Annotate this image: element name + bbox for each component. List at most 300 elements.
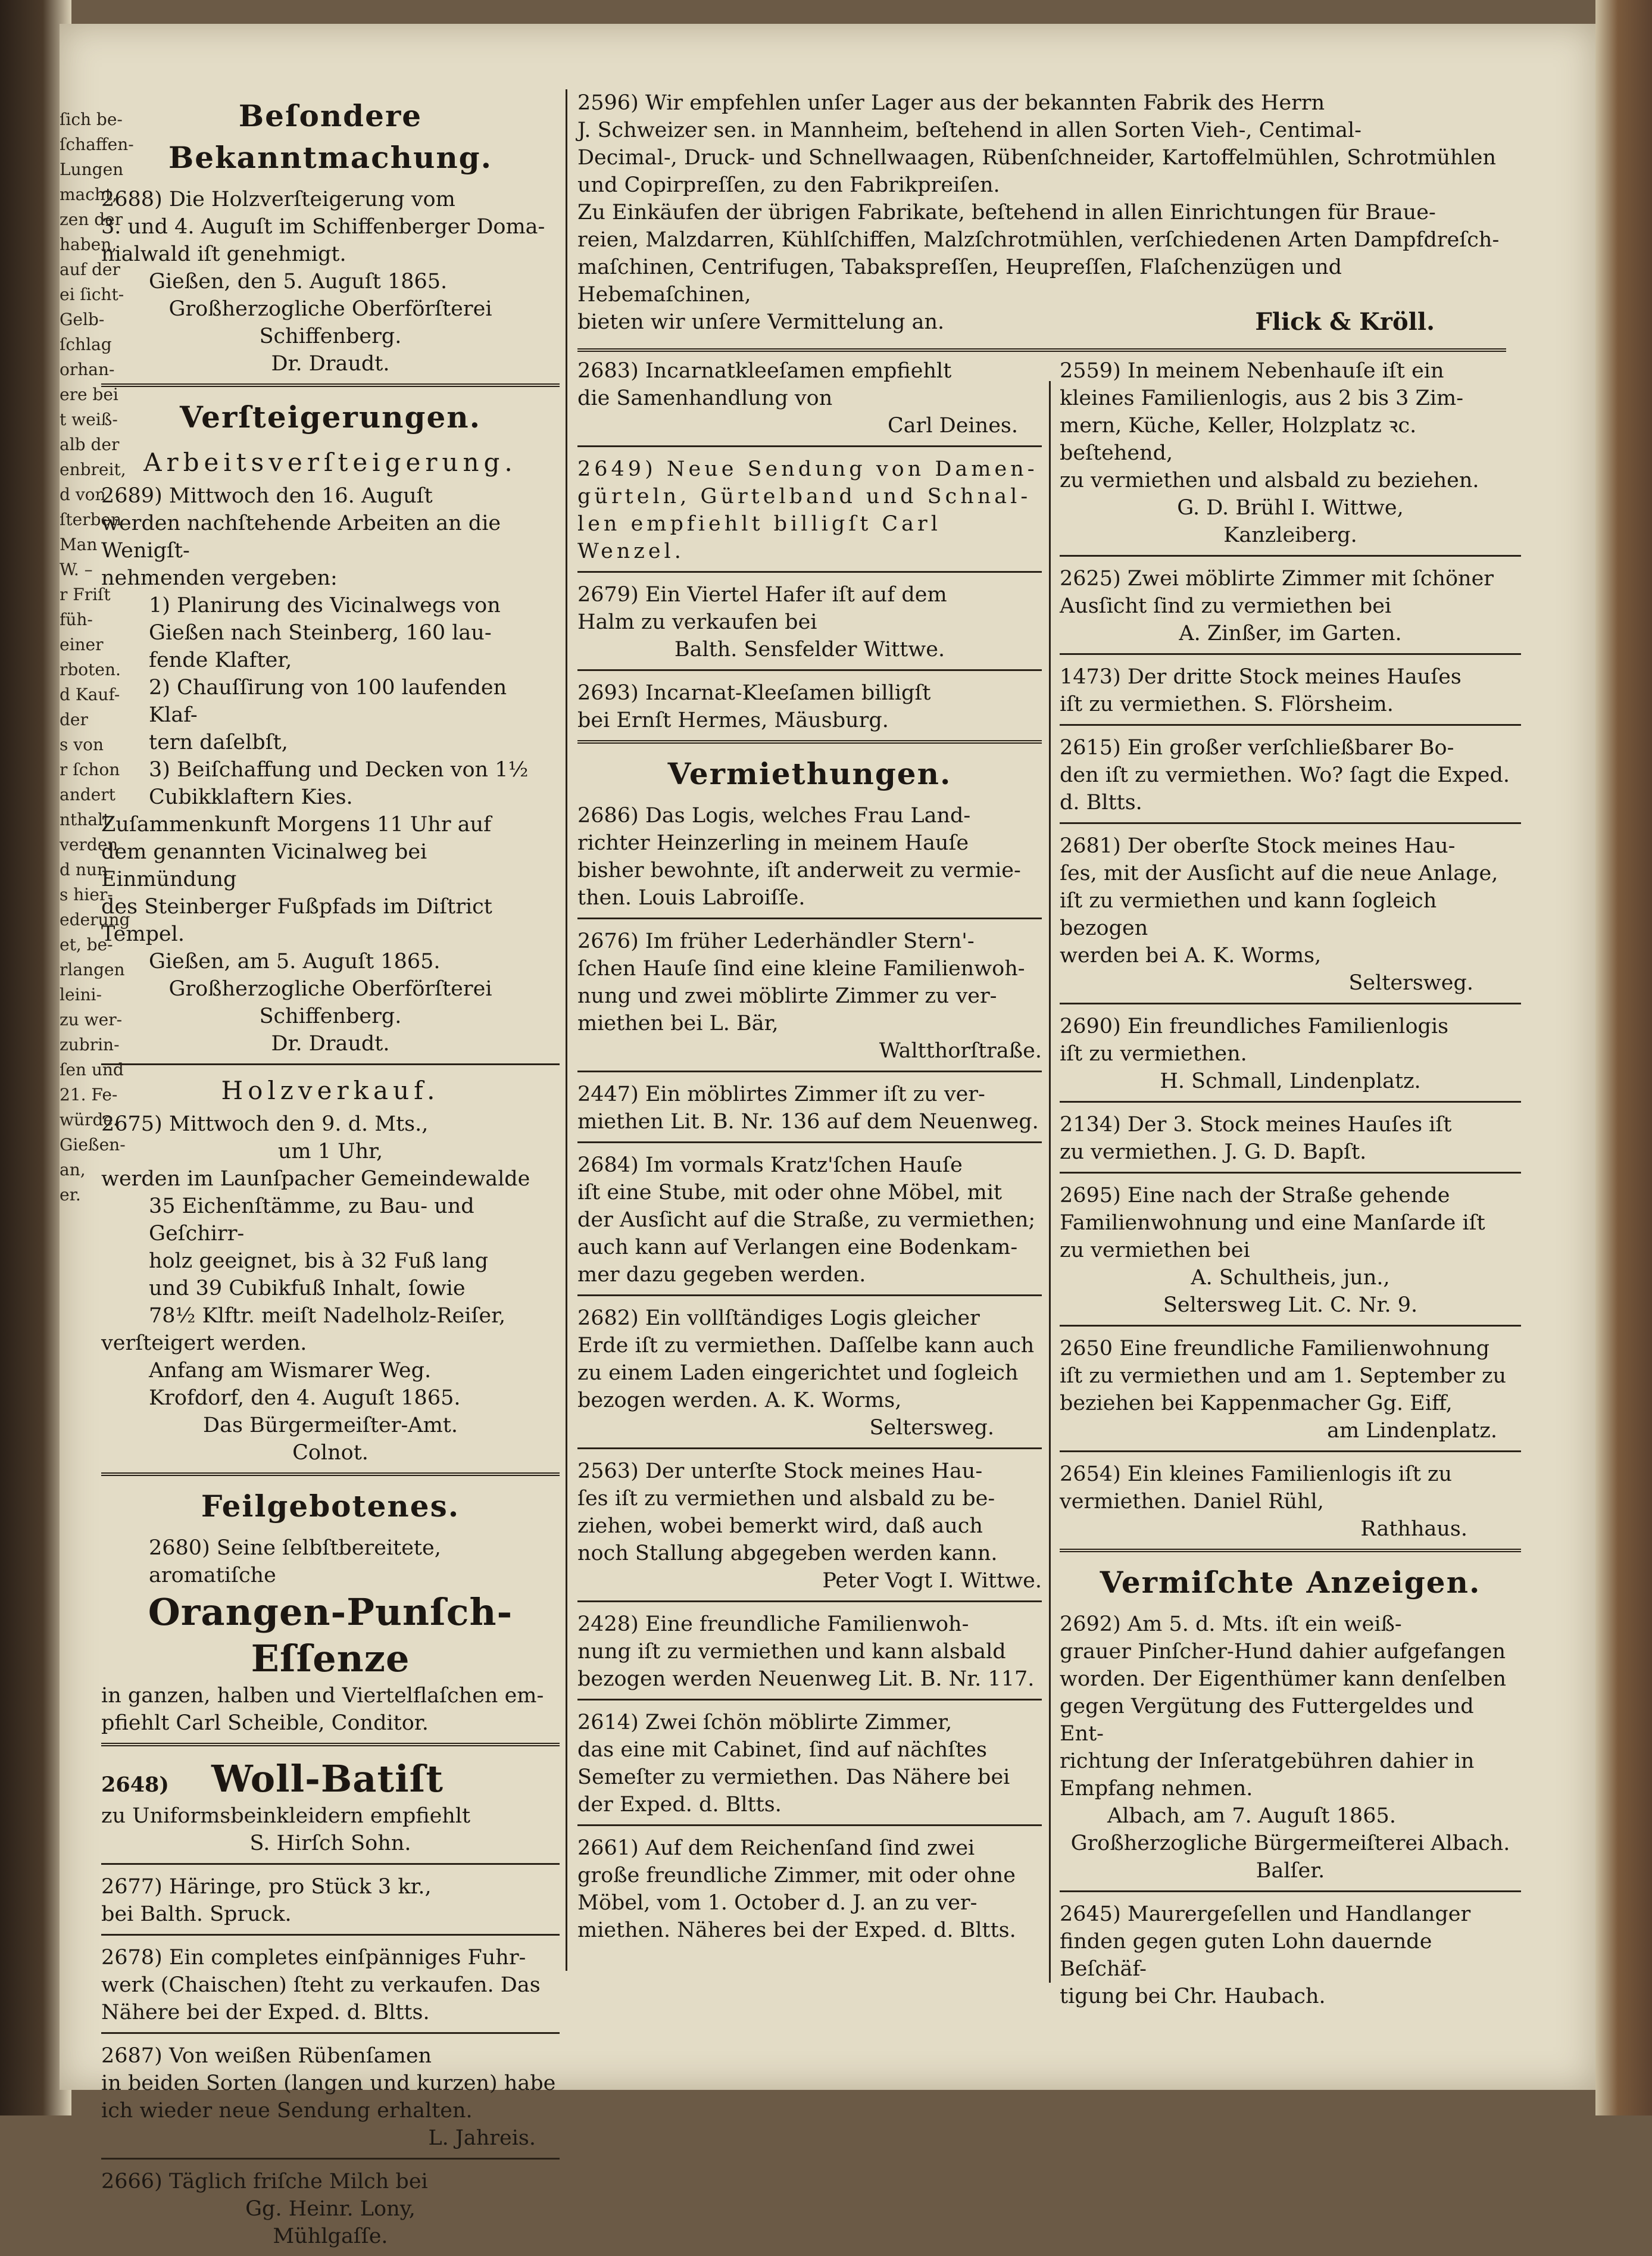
book-binding-right [1595,0,1652,2115]
ad-line: das eine mit Cabinet, ſind auf nächſtes [577,1738,987,1762]
ad-line: ſchen Hauſe ſind eine kleine Familienwoh- [577,957,1025,981]
ad-line: reien, Malzdarren, Kühlſchiffen, Malzſchrotmühlen, verſchiedenen Arten Dampfdreſch- [577,228,1500,252]
divider [1060,1890,1521,1892]
column-3 [1060,357,1521,2016]
ad-line: 2675) Mittwoch den 9. d. Mts., [101,1112,429,1136]
heading-arbeitsversteigerung: Arbeitsverſteigerung. [143,448,517,477]
ad-line: miethen Lit. B. Nr. 136 auf dem Neuenweg. [577,1110,1039,1134]
ad-text [101,756,560,811]
divider [1060,724,1521,726]
ad-text [101,186,560,268]
heading-besondere-bekanntmachung: Beſondere Bekanntmachung. [168,98,493,175]
ad-line: Zu Einkäufen der übrigen Fabrikate, beſtehend in allen Einrichtungen für Braue- [577,201,1436,224]
ad-signature: Mühlgaſſe. [273,2224,388,2248]
edge-fragment: d Kauf- [60,685,120,704]
ad-line: fende Klafter, [149,648,292,672]
ad-text [1060,1182,1521,1264]
divider [1060,555,1521,557]
divider [577,445,1042,447]
ad-text [1060,1013,1521,1068]
ad-2614 [577,1709,1042,1818]
ad-line: nung iſt zu vermiethen und kann alsbald [577,1640,1006,1664]
edge-fragment: t weiß- [60,410,118,429]
ad-line: 2645) Maurergeſellen und Handlanger [1060,1902,1471,1926]
edge-fragment: auf der [60,260,120,279]
ad-text [101,2042,560,2124]
divider [1060,822,1521,824]
edge-fragment: Gießen- [60,1135,126,1154]
ad-line: nialwald iſt genehmigt. [101,242,346,266]
ad-date: Gießen, den 5. Auguſt 1865. [149,270,448,294]
edge-fragment: Lungen [60,160,124,179]
ad-2559 [1060,357,1521,549]
divider [577,1294,1042,1296]
ad-line: bei Balth. Spruck. [101,1902,292,1926]
column-2 [577,357,1042,1950]
ad-line: iſt zu vermiethen und am 1. September zu [1060,1364,1507,1388]
ad-line: grauer Pinſcher-Hund dahier aufgefangen [1060,1640,1506,1664]
edge-fragment: ſchaffen- [60,135,134,154]
ad-line: Empfang nehmen. [1060,1777,1253,1801]
ad-line: 2661) Auf dem Reichenſand ſind zwei [577,1836,975,1860]
ad-line: 2654) Ein kleines Familienlogis iſt zu [1060,1462,1452,1486]
ad-2625 [1060,565,1521,647]
ad-signature: Seltersweg Lit. C. Nr. 9. [1163,1293,1418,1317]
edge-fragment: r ſchon [60,760,120,779]
ad-line: 78½ Klftr. meiſt Nadelholz-Reiſer, [149,1304,506,1328]
ad-text [577,455,1042,565]
ad-line: 2614) Zwei ſchön möblirte Zimmer, [577,1711,953,1734]
divider [1060,1325,1521,1327]
ad-line: Zuſammenkunft Morgens 11 Uhr auf [101,813,492,837]
edge-fragment: ſchlag [60,335,112,354]
ad-2688 [101,186,560,377]
ad-line: werden nachſtehende Arbeiten an die Wenigſt- [101,511,501,563]
ad-line: und Copirpreſſen, zu den Fabrikpreiſen. [577,173,1000,197]
column-1 [101,89,560,2256]
ad-1473 [1060,663,1521,718]
ad-text [101,1944,560,2026]
edge-fragment: haben, [60,235,117,254]
ad-line: der Exped. d. Bltts. [577,1793,782,1817]
ad-line: dem genannten Vicinalweg bei Einmündung [101,840,427,891]
edge-fragment: alb der [60,435,120,454]
ad-line: 1) Planirung des Vicinalwegs von [149,594,501,617]
ad-line: 2134) Der 3. Stock meines Hauſes iſt [1060,1113,1452,1137]
ad-2693 [577,679,1042,734]
ad-line: zu vermiethen bei [1060,1238,1250,1262]
ad-signature: Das Bürgermeiſter-Amt. [203,1413,458,1437]
ad-text [101,1193,560,1330]
ad-signature: Carl Deines. [887,414,1018,438]
ad-signature: Waltthorſtraße. [879,1039,1042,1063]
divider [101,1063,560,1065]
ad-line: 2649) Neue Sendung von Damen- [577,457,1038,481]
ad-text [577,679,1042,734]
divider [577,1447,1042,1449]
edge-fragment: ſich be- [60,110,123,129]
divider [577,1824,1042,1826]
divider [1060,1101,1521,1103]
ad-text [1060,1111,1521,1166]
ad-2563 [577,1458,1042,1595]
edge-fragment: r Friſt [60,585,111,604]
ad-line: iſt eine Stube, mit oder ohne Möbel, mit [577,1181,1003,1205]
ad-2690 [1060,1013,1521,1095]
ad-line: 2687) Von weißen Rübenſamen [101,2044,432,2068]
heading-versteigerungen: Verſteigerungen. [179,400,482,435]
ad-line: 2676) Im früher Lederhändler Stern'- [577,929,975,953]
ad-2681 [1060,832,1521,997]
ad-text [1060,565,1521,620]
edge-fragment: an, [60,1160,86,1180]
ad-2650 [1060,1335,1521,1444]
ad-line: 2677) Häringe, pro Stück 3 kr., [101,1875,432,1899]
ad-2680 [101,1534,560,1737]
ad-line: ziehen, wobei bemerkt wird, daß auch [577,1514,983,1538]
ad-signature: Balth. Sensfelder Wittwe. [674,638,945,661]
ad-line: bieten wir unſere Vermittelung an. [577,310,945,334]
ad-line: große freundliche Zimmer, mit oder ohne [577,1864,1016,1887]
ad-text [1060,1901,1521,2010]
ad-line: 2692) Am 5. d. Mts. iſt ein weiß- [1060,1612,1402,1636]
ad-line: tern daſelbſt, [149,731,288,754]
ad-line: 2428) Eine freundliche Familienwoh- [577,1612,969,1636]
ad-2689 [101,482,560,1057]
edge-fragment: verden [60,835,118,854]
edge-fragment: orhan- [60,360,115,379]
ad-2596 [577,89,1506,336]
ad-signature: Flick & Kröll. [1255,308,1435,336]
edge-fragment: d von [60,485,106,504]
ad-number: 2648) [101,1773,169,1797]
divider [1060,1450,1521,1452]
ad-line: 2596) Wir empfehlen unſer Lager aus der bekannten Fabrik des Herrn [577,91,1325,115]
ad-text [1060,1335,1521,1417]
ad-line: 2447) Ein möblirtes Zimmer iſt zu ver- [577,1082,985,1106]
ad-line: auch kann auf Verlangen eine Bodenkam- [577,1235,1018,1259]
ad-line: zu vermiethen. J. G. D. Bapſt. [1060,1140,1367,1164]
divider [577,571,1042,573]
ad-2649 [577,455,1042,565]
ad-line: holz geeignet, bis à 32 Fuß lang [149,1249,489,1273]
ad-line: 1473) Der dritte Stock meines Hauſes [1060,665,1461,689]
edge-fragment: 21. Fe- [60,1085,118,1104]
ad-line: Decimal-, Druck- und Schnellwaagen, Rübenſchneider, Kartoffelmühlen, Schrotmühlen [577,146,1497,170]
divider [101,2158,560,2160]
ad-line: Gießen nach Steinberg, 160 lau- [149,621,492,645]
ad-text [577,581,1042,636]
ad-line: mern, Küche, Keller, Holzplatz ꝛc. beſtehend, [1060,414,1417,465]
ad-signature: Peter Vogt I. Wittwe. [822,1569,1042,1593]
ad-line: 2559) In meinem Nebenhauſe iſt ein [1060,359,1444,383]
edge-fragment: W. – [60,560,93,579]
ad-2661 [577,1834,1042,1944]
ad-line: bezogen werden. A. K. Worms, [577,1388,902,1412]
edge-fragment: ſen und [60,1060,124,1079]
ad-line: 2615) Ein großer verſchließbarer Bo- [1060,736,1454,760]
ad-text [1060,1611,1521,1802]
edge-fragment: ei ſicht- [60,285,124,304]
divider [577,1141,1042,1143]
ad-2683 [577,357,1042,439]
ad-signature: am Lindenplatz. [1327,1419,1497,1443]
ad-line: Anfang am Wismarer Weg. [149,1359,432,1383]
edge-fragment: einer [60,635,104,654]
ad-text [101,482,560,592]
ad-line: und 39 Cubikfuß Inhalt, ſowie [149,1277,466,1300]
ad-line: 2682) Ein vollſtändiges Logis gleicher [577,1306,980,1330]
ad-text [1060,734,1521,816]
edge-fragment: Man [60,535,98,554]
ad-line: zu vermiethen und alsbald zu beziehen. [1060,469,1479,492]
column-rule-2 [1049,381,1051,1983]
ad-line: Familienwohnung und eine Manſarde iſt [1060,1211,1485,1235]
ad-line: 2681) Der oberſte Stock meines Hau- [1060,834,1456,858]
ad-signature: A. Schultheis, jun., [1191,1266,1390,1290]
edge-fragment: macht, [60,185,118,204]
edge-fragment: Gelb- [60,310,105,329]
edge-fragment: leini- [60,985,102,1004]
ad-line: 2678) Ein completes einſpänniges Fuhr- [101,1946,526,1970]
column-rule-1 [566,89,567,1971]
ad-line: 2650 Eine freundliche Familienwohnung [1060,1337,1489,1361]
edge-fragment: der [60,710,88,729]
ad-signature: Seltersweg. [869,1416,994,1440]
ad-line: nehmenden vergeben: [101,566,338,590]
ad-line: 2693) Incarnat-Kleeſamen billigſt [577,681,931,705]
ad-line: richter Heinzerling in meinem Hauſe [577,831,969,855]
edge-fragment: andert [60,785,115,804]
ad-2645 [1060,1901,1521,2010]
ad-text [1060,1461,1521,1515]
ad-text [577,89,1506,308]
ad-line: bisher bewohnte, iſt anderweit zu vermie- [577,859,1021,882]
edge-fragment: zu wer- [60,1010,123,1029]
edge-fragment: enbreit, [60,460,126,479]
divider [101,2032,560,2034]
ad-2678 [101,1944,560,2026]
ad-line: mer dazu gegeben werden. [577,1263,866,1287]
ad-line: miethen bei L. Bär, [577,1012,779,1035]
ad-line: 2684) Im vormals Kratz'ſchen Hauſe [577,1153,963,1177]
ad-signature: S. Hirſch Sohn. [249,1831,411,1855]
ad-signature: Kanzleiberg. [1223,523,1357,547]
ad-line: 2689) Mittwoch den 16. Auguſt [101,484,433,508]
divider [1060,1172,1521,1174]
ad-line: iſt zu vermiethen und kann ſogleich bezogen [1060,889,1437,940]
divider [1060,1549,1521,1552]
ad-line: pfiehlt Carl Scheible, Conditor. [101,1711,429,1735]
ad-line: 2666) Täglich friſche Milch bei [101,2170,428,2193]
ad-line: bezogen werden Neuenweg Lit. B. Nr. 117. [577,1667,1035,1691]
edge-fragment: füh- [60,610,93,629]
ad-2682 [577,1305,1042,1441]
ad-line: 3) Beiſchaffung und Decken von 1½ [149,758,529,782]
divider [1060,1003,1521,1004]
ad-text [577,1611,1042,1693]
ad-line: 2625) Zwei möblirte Zimmer mit ſchöner [1060,567,1494,591]
ad-signature: Dr. Draudt. [271,352,390,376]
heading-holzverkauf: Holzverkauf. [221,1076,440,1105]
edge-fragment: ederung [60,910,130,929]
ad-2428 [577,1611,1042,1693]
ad-signature: Seltersweg. [1348,971,1473,995]
ad-text [101,1873,560,1928]
divider [577,1071,1042,1072]
ad-line: zu Uniformsbeinkleidern empfiehlt [101,1804,471,1828]
ad-line: beziehen bei Kappenmacher Gg. Eiff, [1060,1391,1453,1415]
edge-fragment: würde. [60,1110,118,1129]
ad-line: richtung der Inſeratgebühren dahier in [1060,1749,1475,1773]
ad-line: Nähere bei der Exped. d. Bltts. [101,2001,430,2024]
ad-line: ich wieder neue Sendung erhalten. [101,2099,473,2123]
divider [577,669,1042,671]
edge-fragment: nthalt [60,810,110,829]
ad-line: nung und zwei möblirte Zimmer zu ver- [577,984,997,1008]
ad-line: d. Bltts. [1060,791,1142,815]
edge-fragment: er. [60,1185,81,1205]
ad-2687 [101,2042,560,2152]
ad-line: noch Stallung abgegeben werden kann. [577,1542,998,1565]
ad-text [577,1081,1042,1135]
ad-2447 [577,1081,1042,1135]
edge-fragment: s hier- [60,885,113,904]
ad-line: finden gegen guten Lohn dauernde Beſchäf- [1060,1930,1432,1981]
ad-line: 35 Eichenſtämme, zu Bau- und Geſchirr- [149,1194,474,1246]
heading-feilgebotenes: Feilgebotenes. [201,1489,460,1524]
ad-2686 [577,802,1042,912]
ad-line: 2683) Incarnatkleeſamen empfiehlt [577,359,952,383]
ad-line: ſes, mit der Ausſicht auf die neue Anlage, [1060,862,1498,885]
divider [101,383,560,387]
ad-text [577,1458,1042,1567]
edge-fragment: d nun [60,860,108,879]
ad-line: 3. und 4. Auguſt im Schiffenberger Doma- [101,215,545,239]
ad-line: maſchinen, Centrifugen, Tabakspreſſen, Heupreſſen, Flaſchenzügen und Hebemaſchinen, [577,255,1342,307]
ad-line: len empfiehlt billigſt Carl Wenzel. [577,512,941,563]
ad-line: 2686) Das Logis, welches Frau Land- [577,804,971,828]
ad-signature: Rathhaus. [1360,1517,1467,1541]
ad-2654 [1060,1461,1521,1543]
ad-text [101,1682,560,1737]
ad-line: then. Louis Labroiſſe. [577,886,805,910]
ad-line: tigung bei Chr. Haubach. [1060,1984,1326,2008]
divider [101,1472,560,1476]
heading-vermiethungen: Vermiethungen. [667,756,952,791]
ad-line: Erde iſt zu vermiethen. Daſſelbe kann auch [577,1334,1035,1358]
divider [577,740,1042,744]
ad-line: um 1 Uhr, [277,1140,383,1163]
ad-2695 [1060,1182,1521,1319]
ad-line: iſt zu vermiethen. [1060,1042,1247,1066]
ad-signature: G. D. Brühl I. Wittwe, [1177,496,1404,520]
ad-text [577,1709,1042,1818]
ad-headline: Orangen-Punſch-Eſſenze [148,1590,513,1680]
ad-text [577,928,1042,1037]
edge-fragment: et, be- [60,935,113,954]
ad-2677 [101,1873,560,1928]
ad-2648 [101,1756,560,1857]
divider [101,1863,560,1865]
ad-2675 [101,1110,560,1466]
ad-line: 2680) Seine ſelbſtbereitete, aromatiſche [149,1536,441,1587]
ad-line: 2563) Der unterſte Stock meines Hau- [577,1459,983,1483]
ad-line: gegen Vergütung des Futtergeldes und Ent- [1060,1695,1474,1746]
ad-text [577,357,1042,412]
ad-signature: Colnot. [292,1441,369,1465]
ad-line: in beiden Sorten (langen und kurzen) habe [101,2071,556,2095]
ad-line: miethen. Näheres bei der Exped. d. Bltts. [577,1918,1016,1942]
edge-fragment: zubrin- [60,1035,120,1054]
ad-signature: Dr. Draudt. [271,1032,390,1056]
ad-line: der Ausſicht auf die Straße, zu vermiethen; [577,1208,1036,1232]
ad-text [577,1152,1042,1288]
ad-date: Krofdorf, den 4. Auguſt 1865. [149,1386,461,1410]
ad-2679 [577,581,1042,663]
divider [577,918,1042,919]
divider [101,1743,560,1746]
ad-2692 [1060,1611,1521,1884]
ad-line: werk (Chaischen) ſteht zu verkaufen. Das [101,1973,541,1997]
ad-signature: L. Jahreis. [428,2126,536,2150]
ad-text [577,802,1042,912]
divider [101,1934,560,1936]
ad-line: in ganzen, halben und Viertelflaſchen em- [101,1684,544,1708]
ad-date: Albach, am 7. Auguſt 1865. [1107,1804,1396,1828]
ad-line: Ausſicht ſind zu vermiethen bei [1060,594,1392,618]
ad-signature: Balſer. [1256,1859,1325,1883]
ad-2684 [577,1152,1042,1288]
ad-line: kleines Familienlogis, aus 2 bis 3 Zim- [1060,386,1464,410]
edge-fragment: s von [60,735,104,754]
edge-fragment: ere bei [60,385,118,404]
divider [577,1699,1042,1700]
ad-line: werden bei A. K. Worms, [1060,944,1322,968]
ad-line: 2695) Eine nach der Straße gehende [1060,1184,1450,1207]
ad-text [101,592,560,674]
ad-line: des Steinberger Fußpfads im Diſtrict Tempel. [101,895,492,946]
ad-text [1060,663,1521,718]
ad-line: J. Schweizer sen. in Mannheim, beſtehend in allen Sorten Vieh-, Centimal- [577,118,1362,142]
ad-2676 [577,928,1042,1065]
ad-line: iſt zu vermiethen. S. Flörsheim. [1060,692,1394,716]
ad-text [101,811,560,948]
ad-2134 [1060,1111,1521,1166]
ad-signature: Gg. Heinr. Lony, [245,2197,416,2221]
ad-line: ſes iſt zu vermiethen und alsbald zu be- [577,1487,995,1511]
ad-signature: Großherzogliche Bürgermeiſterei Albach. [1070,1831,1510,1855]
edge-fragment: rlangen [60,960,125,979]
ad-line: bei Ernſt Hermes, Mäusburg. [577,709,889,732]
divider [577,1600,1042,1602]
ad-line: 2) Chauſſirung von 100 laufenden Klaf- [149,676,507,727]
ad-line: 2688) Die Holzverſteigerung vom [101,188,455,211]
ad-line: die Samenhandlung von [577,386,833,410]
ad-signature: Großherzogliche Oberförſterei Schiffenberg. [168,297,492,348]
edge-fragment: zen der [60,210,123,229]
ad-line: Möbel, vom 1. October d. J. an zu ver- [577,1891,978,1915]
ad-line: verſteigert werden. [101,1331,307,1355]
ad-date: Gießen, am 5. Auguſt 1865. [149,950,441,973]
ad-line: vermiethen. Daniel Rühl, [1060,1490,1324,1514]
edge-fragment: rboten. [60,660,121,679]
ad-2666 [101,2168,560,2250]
ad-line: werden im Launſpacher Gemeindewalde [101,1167,530,1191]
ad-2615 [1060,734,1521,816]
ad-text [1060,357,1521,494]
ad-line: Halm zu verkaufen bei [577,610,817,634]
